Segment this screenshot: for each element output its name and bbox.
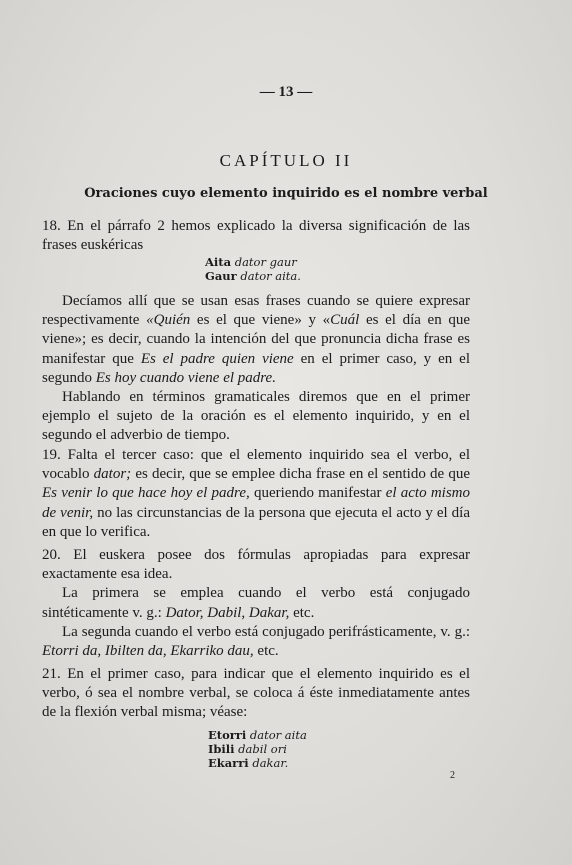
section-20: 20. El euskera posee dos fórmulas apropiadas para expresar exactamente esa idea. La primera se emplea cuando el verbo está conjugado sintéticamente v. g.: Dator, Dabil, Dakar, etc. La segunda cuando el verbo está conjugado perifrásticamente, v. g.: Etorri da, Ibilten da, Ekarriko dau, etc. — [42, 547, 470, 660]
section-number: 19. — [42, 447, 61, 463]
chapter-heading: CAPÍTULO II — [219, 151, 353, 170]
example-line: Ekarri dakar. — [208, 756, 289, 770]
paragraph-text: En el párrafo 2 hemos explicado la diversa significación de las frases euskéricas — [42, 218, 470, 254]
example-line: Aita dator gaur — [205, 255, 297, 269]
paragraph-3: Hablando en términos gramaticales diremos que en el primer ejemplo el sujeto de la oración es el elemento inquirido, y en el segundo el adverbio de tiempo. — [42, 389, 470, 444]
example-line: Ibili dabil ori — [208, 742, 287, 756]
example-line: Etorri dator aita — [208, 728, 307, 742]
section-19: 19. Falta el tercer caso: que el elemento inquirido sea el verbo, el vocablo dator; es decir, que se emplee dicha frase en el sentido de que Es venir lo que hace hoy el padre, queriendo manifestar el acto mismo de venir, no las circunstancias de la persona que ejecuta el acto y el día en que lo verifica. — [42, 447, 470, 540]
section-18 — [42, 217, 470, 255]
section-number: 20. — [42, 547, 61, 563]
section-number: 21. — [42, 666, 61, 682]
section-21: 21. En el primer caso, para indicar que el elemento inquirido es el verbo, ó sea el nombre verbal, se coloca á éste inmediatamente antes de la flexión verbal misma; véase: — [42, 666, 470, 721]
chapter-subtitle: Oraciones cuyo elemento inquirido es el nombre verbal — [84, 186, 488, 201]
example-block — [205, 255, 301, 283]
page-number: — 13 — — [259, 84, 313, 100]
section-number: 18. — [42, 218, 61, 234]
paragraph-2: Decíamos allí que se usan esas frases cuando se quiere expresar respectivamente «Quién es el que viene» y «Cuál es el día en que viene»; es decir, cuando la intención del que pronuncia dicha frase es manifestar que Es el padre quien viene en el primer caso, y en el segundo Es hoy cuando viene el padre. Hablando en términos gramaticales diremos que en el primer ejemplo el sujeto de la oración es el elemento inquirido, y en el segundo el adverbio de tiempo. — [42, 292, 470, 446]
example-line: Gaur dator aita. — [205, 269, 301, 283]
example-block — [208, 728, 307, 770]
signature-mark: 2 — [450, 770, 455, 781]
